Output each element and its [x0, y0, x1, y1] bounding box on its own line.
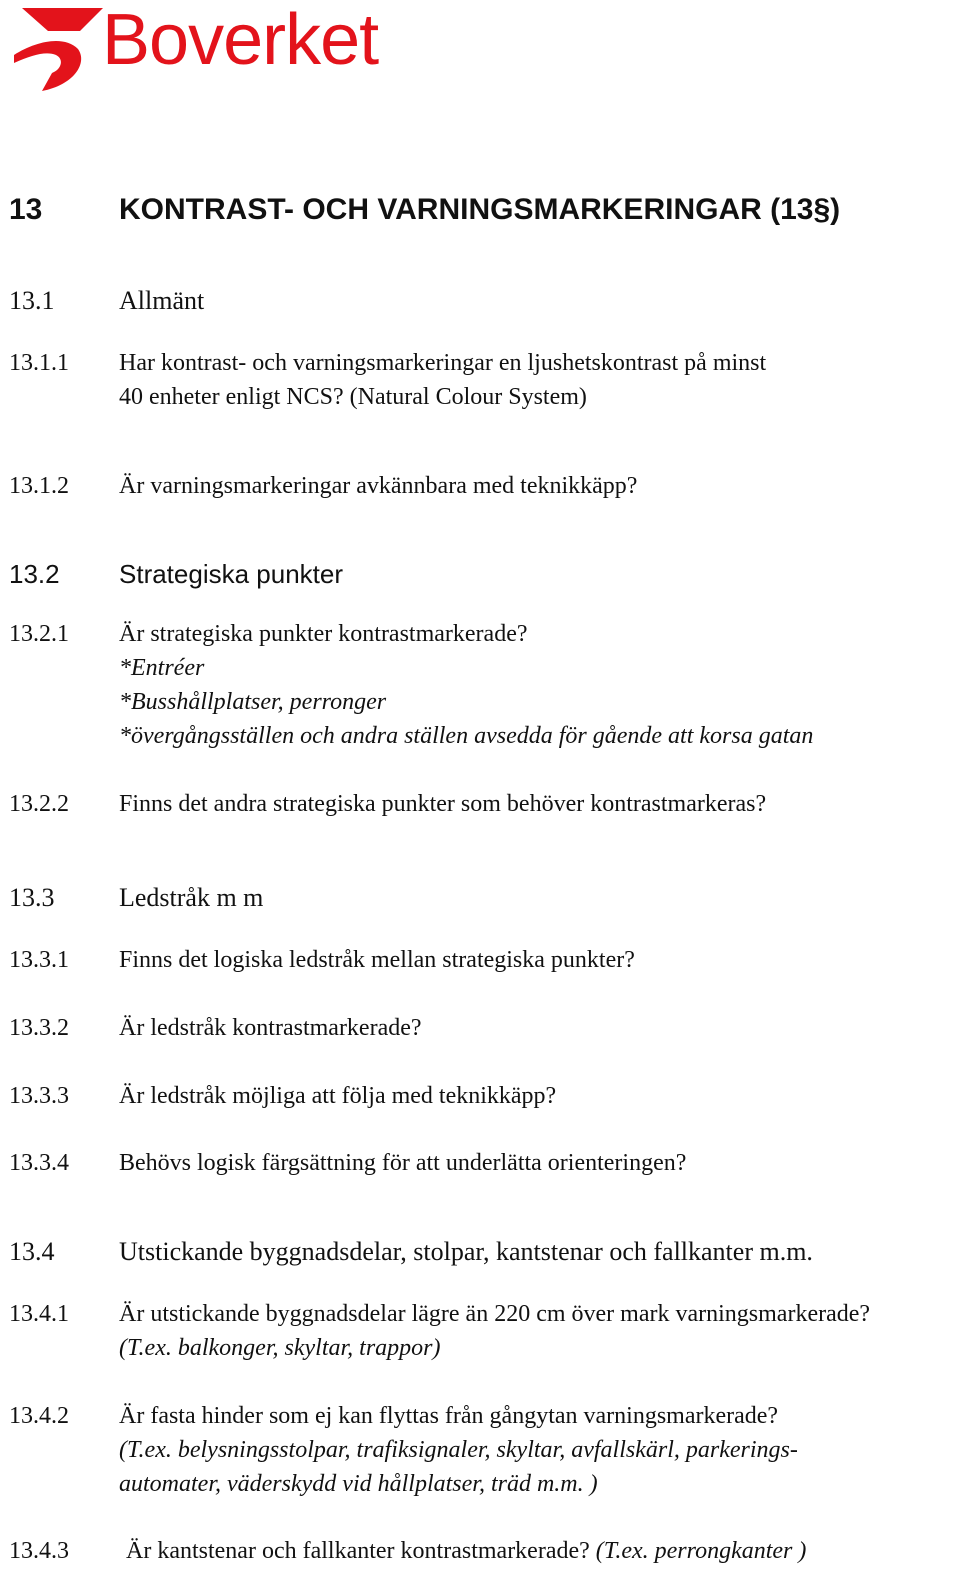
section-heading: Strategiska punkter: [119, 559, 344, 589]
section-number: 13.4: [9, 1237, 55, 1266]
question-number: 13.4.3: [9, 1538, 69, 1564]
question-number: 13.3.1: [9, 947, 69, 973]
question: [119, 617, 959, 753]
question-line: 40 enheter enligt NCS? (Natural Colour System): [119, 384, 587, 410]
question-note: *Busshållplatser, perronger: [119, 689, 387, 715]
question-note: *Entréer: [119, 655, 205, 681]
question-line: Är fasta hinder som ej kan flyttas från gångytan varningsmarkerade?: [119, 1403, 779, 1429]
question-number: 13.1.2: [9, 473, 69, 499]
question: Är varningsmarkeringar avkännbara med teknikkäpp?: [119, 473, 638, 499]
question: [119, 346, 959, 414]
question-number: 13.1.1: [9, 350, 69, 376]
question-note: automater, väderskydd vid hållplatser, träd m.m. ): [119, 1471, 598, 1497]
question: [126, 1534, 960, 1568]
section-heading: Ledstråk m m: [119, 883, 264, 912]
question-number: 13.3.4: [9, 1150, 69, 1176]
question-line: Är kantstenar och fallkanter kontrastmarkerade?: [126, 1538, 590, 1564]
question: Är ledstråk kontrastmarkerade?: [119, 1015, 422, 1041]
section-heading: Utstickande byggnadsdelar, stolpar, kantstenar och fallkanter m.m.: [119, 1237, 813, 1266]
logo-wordmark: Boverket: [102, 0, 379, 80]
question-note: (T.ex. balkonger, skyltar, trappor): [119, 1335, 441, 1361]
question-line: Är utstickande byggnadsdelar lägre än 220 cm över mark varningsmarkerade?: [119, 1301, 871, 1327]
question-number: 13.3.3: [9, 1083, 69, 1109]
boverket-logo-mark-icon: [8, 5, 104, 91]
section-number: 13.2: [9, 559, 60, 589]
question-number: 13.4.1: [9, 1301, 69, 1327]
section-number: 13.1: [9, 286, 55, 315]
question: Finns det andra strategiska punkter som behöver kontrastmarkeras?: [119, 791, 767, 817]
question-number: 13.4.2: [9, 1403, 69, 1429]
question-note: (T.ex. belysningsstolpar, trafiksignaler, skyltar, avfallskärl, parkerings-: [119, 1437, 798, 1463]
question-number: 13.2.2: [9, 791, 69, 817]
question: Är ledstråk möjliga att följa med teknikkäpp?: [119, 1083, 557, 1109]
question-note: *övergångsställen och andra ställen avsedda för gående att korsa gatan: [119, 723, 814, 749]
question: [119, 1399, 959, 1501]
question-number: 13.3.2: [9, 1015, 69, 1041]
chapter-number: 13: [9, 193, 43, 226]
question-note: (T.ex. perrongkanter ): [595, 1538, 807, 1564]
section-number: 13.3: [9, 883, 55, 912]
question-line: Är strategiska punkter kontrastmarkerade?: [119, 621, 528, 647]
question: Finns det logiska ledstråk mellan strategiska punkter?: [119, 947, 635, 973]
section-heading: Allmänt: [119, 286, 205, 315]
question-line: Har kontrast- och varningsmarkeringar en ljushetskontrast på minst: [119, 350, 767, 376]
question-number: 13.2.1: [9, 621, 69, 647]
question: [119, 1297, 959, 1365]
chapter-title: KONTRAST- OCH VARNINGSMARKERINGAR (13§): [119, 193, 841, 226]
question: Behövs logisk färgsättning för att underlätta orienteringen?: [119, 1150, 687, 1176]
